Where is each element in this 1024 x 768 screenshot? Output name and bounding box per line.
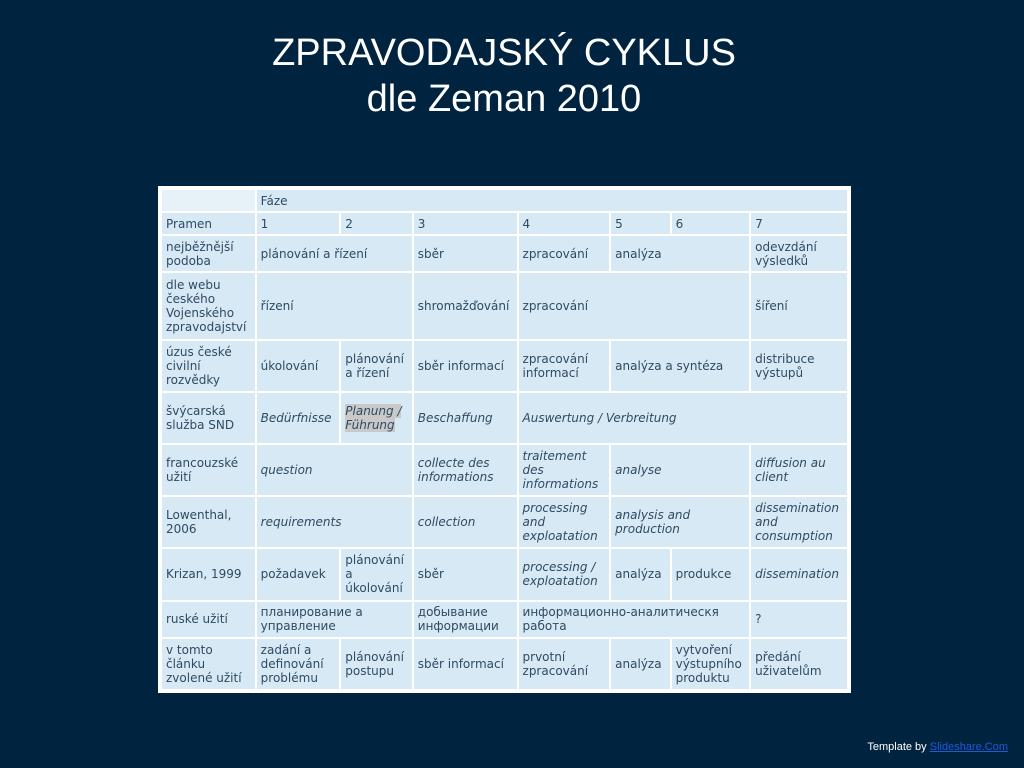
source-cell: v tomto článku zvolené užití <box>162 639 255 689</box>
table-cell: zpracování <box>519 273 750 338</box>
phase-header-4: 4 <box>519 213 610 234</box>
intelligence-cycle-table <box>160 188 849 691</box>
table-cell: добывание информации <box>414 602 517 637</box>
template-credit-prefix: Template by <box>867 741 930 753</box>
table-cell: šíření <box>751 273 847 338</box>
table-cell: collecte des informations <box>414 445 517 495</box>
highlighted-text: Planung / Führung <box>345 403 402 432</box>
table-cell: processing / exploatation <box>519 549 610 599</box>
table-cell: sběr <box>414 549 517 599</box>
table-cell: odevzdání výsledků <box>751 236 847 271</box>
template-credit-link[interactable]: Slideshare.Com <box>929 741 1008 753</box>
slide-title-line-2: dle Zeman 2010 <box>366 78 642 120</box>
header-pramen: Pramen <box>162 213 255 234</box>
phase-header-6: 6 <box>672 213 750 234</box>
table-cell: plánování a úkolování <box>341 549 412 599</box>
table-cell: analýza <box>611 236 749 271</box>
table-cell: traitement des informations <box>519 445 610 495</box>
table-row <box>162 190 847 211</box>
source-cell: Lowenthal, 2006 <box>162 497 255 547</box>
source-cell: švýcarská služba SND <box>162 393 255 443</box>
phase-header-2: 2 <box>341 213 412 234</box>
source-cell: dle webu českého Vojenského zpravodajství <box>162 273 255 338</box>
table-row <box>162 273 847 338</box>
table-cell: distribuce výstupů <box>751 341 847 391</box>
phase-header-7: 7 <box>751 213 847 234</box>
phase-header-1: 1 <box>257 213 340 234</box>
table-row <box>162 341 847 391</box>
source-cell: nejběžnější podoba <box>162 236 255 271</box>
table-cell: requirements <box>257 497 412 547</box>
table-cell: sběr informací <box>414 639 517 689</box>
table-cell: plánování postupu <box>341 639 412 689</box>
slide-title <box>0 30 1008 122</box>
table-row <box>162 213 847 234</box>
table-cell: analýza a syntéza <box>611 341 749 391</box>
source-cell: úzus české civilní rozvědky <box>162 341 255 391</box>
table-cell: sběr <box>414 236 517 271</box>
table-cell: dissemination <box>751 549 847 599</box>
table-cell: prvotní zpracování <box>519 639 610 689</box>
table-cell: analysis and production <box>611 497 749 547</box>
table-cell: dissemination and consumption <box>751 497 847 547</box>
phase-header-3: 3 <box>414 213 517 234</box>
table-cell: analýza <box>611 639 669 689</box>
table-cell: analýza <box>611 549 669 599</box>
table-cell-empty <box>162 190 255 211</box>
table-row <box>162 236 847 271</box>
table-cell: shromažďování <box>414 273 517 338</box>
table-cell: processing and exploatation <box>519 497 610 547</box>
table-cell: информационно-аналитическя работа <box>519 602 750 637</box>
table-cell: Bedürfnisse <box>257 393 340 443</box>
slide-title-line-1: ZPRAVODAJSKÝ CYKLUS <box>272 32 736 74</box>
table-row <box>162 639 847 689</box>
table-cell: zadání a definování problému <box>257 639 340 689</box>
table-row <box>162 602 847 637</box>
table-row <box>162 393 847 443</box>
table-cell: plánování a řízení <box>341 341 412 391</box>
table-cell <box>341 393 412 443</box>
table-cell: collection <box>414 497 517 547</box>
table-cell: analyse <box>611 445 749 495</box>
header-faze: Fáze <box>257 190 847 211</box>
table-cell: produkce <box>672 549 750 599</box>
table-row <box>162 445 847 495</box>
phase-header-5: 5 <box>611 213 669 234</box>
source-cell: ruské užití <box>162 602 255 637</box>
table-cell: řízení <box>257 273 412 338</box>
table-cell: zpracování informací <box>519 341 610 391</box>
table-cell: ? <box>751 602 847 637</box>
table-cell: vytvoření výstupního produktu <box>672 639 750 689</box>
intelligence-cycle-table-frame <box>158 186 851 693</box>
source-cell: Krizan, 1999 <box>162 549 255 599</box>
table-cell: Beschaffung <box>414 393 517 443</box>
table-cell: планирование а управление <box>257 602 412 637</box>
table-cell: úkolování <box>257 341 340 391</box>
table-cell: plánování a řízení <box>257 236 412 271</box>
table-cell: sběr informací <box>414 341 517 391</box>
template-credit <box>867 741 1008 753</box>
table-row <box>162 549 847 599</box>
table-row <box>162 497 847 547</box>
table-cell: Auswertung / Verbreitung <box>519 393 847 443</box>
source-cell: francouzské užití <box>162 445 255 495</box>
table-cell: požadavek <box>257 549 340 599</box>
table-cell: předání uživatelům <box>751 639 847 689</box>
table-cell: zpracování <box>519 236 610 271</box>
table-cell: question <box>257 445 412 495</box>
table-cell: diffusion au client <box>751 445 847 495</box>
